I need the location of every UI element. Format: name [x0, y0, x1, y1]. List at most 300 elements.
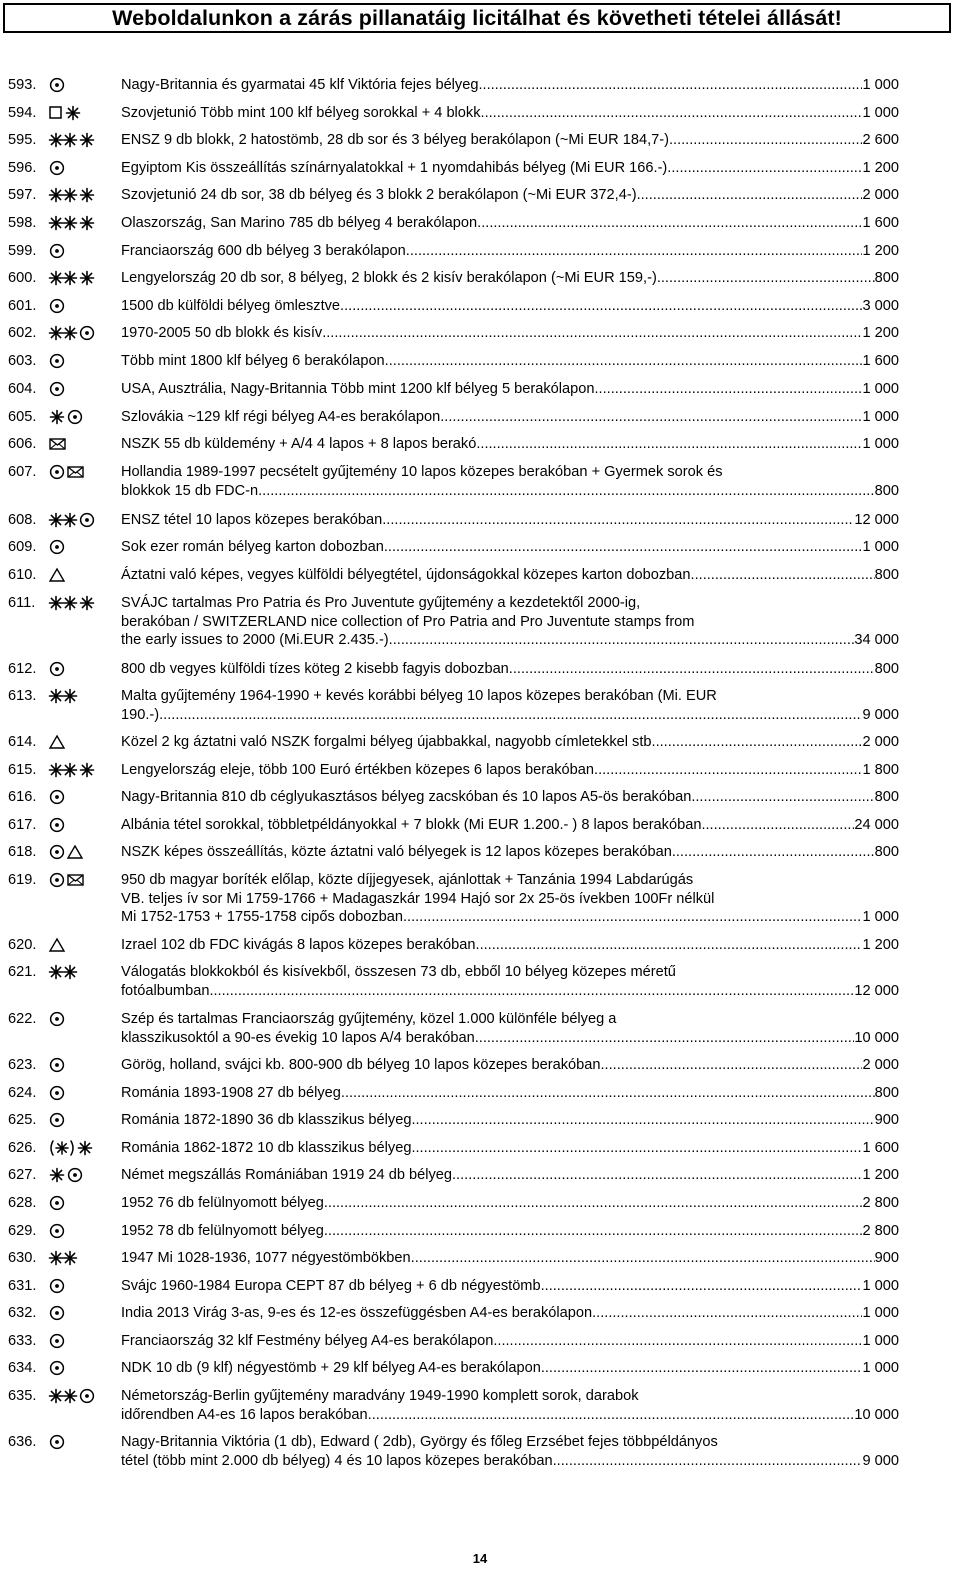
- description-line: Szovjetunió 24 db sor, 38 db bélyeg és 3 blokk 2 berakólapon (~Mi EUR 372,4-): [121, 187, 637, 203]
- stamped-icon: [48, 817, 66, 833]
- dot-leader: [509, 660, 875, 679]
- lot-description: [121, 566, 899, 585]
- lot-description: [121, 1359, 899, 1378]
- dot-leader: [452, 1166, 862, 1185]
- lot-price: 800: [874, 482, 899, 499]
- description-line: 1500 db külföldi bélyeg ömlesztve: [121, 298, 341, 314]
- lot-number: 595.: [8, 132, 37, 148]
- stamped-icon: [48, 844, 66, 860]
- triangle-icon: [66, 844, 84, 860]
- dot-leader: [594, 761, 862, 780]
- lot-description: [121, 1304, 899, 1323]
- lot-description: [121, 1433, 899, 1470]
- stamped-icon: [78, 325, 96, 341]
- double-star-icon: [48, 595, 78, 611]
- condition-icons: [48, 843, 116, 861]
- lot-price: 2 000: [862, 1057, 899, 1073]
- dot-leader: [594, 380, 862, 399]
- condition-icons: [48, 269, 116, 287]
- description-line: NSZK 55 db küldemény + A/4 4 lapos + 8 lapos berakó: [121, 436, 477, 452]
- stamped-icon: [48, 872, 66, 888]
- single-star-icon: [78, 187, 96, 203]
- lot-description: [121, 408, 899, 427]
- lot-number: 610.: [8, 567, 37, 583]
- dot-leader: [258, 482, 875, 501]
- lot-number: 628.: [8, 1195, 37, 1211]
- lot-number: 614.: [8, 734, 37, 750]
- double-star-icon: [48, 132, 78, 148]
- double-star-icon: [48, 1250, 78, 1266]
- description-line: ENSZ 9 db blokk, 2 hatostömb, 28 db sor és 3 bélyeg berakólapon (~Mi EUR 184,7-): [121, 132, 669, 148]
- paren-star-icon: [48, 1140, 76, 1156]
- envelope-icon: [66, 464, 86, 480]
- dot-leader: [385, 352, 863, 371]
- description-line: Németország-Berlin gyűjtemény maradvány 1949-1990 komplett sorok, darabok: [121, 1388, 639, 1404]
- double-star-icon: [48, 325, 78, 341]
- lot-price: 800: [874, 789, 899, 805]
- condition-icons: [48, 788, 116, 806]
- description-line: Válogatás blokkokból és kisívekből, összesen 73 db, ebből 10 bélyeg közepes méretű: [121, 964, 676, 980]
- description-line: Franciaország 32 klf Festmény bélyeg A4-es berakólapon: [121, 1333, 494, 1349]
- lot-price: 800: [874, 1085, 899, 1101]
- lot-number: 604.: [8, 381, 37, 397]
- single-star-icon: [78, 762, 96, 778]
- condition-icons: [48, 1433, 116, 1451]
- lot-description: [121, 1387, 899, 1424]
- condition-icons: [48, 936, 116, 954]
- lot-price: 1 000: [862, 1305, 899, 1321]
- single-star-icon: [78, 270, 96, 286]
- lot-description: [121, 186, 899, 205]
- condition-icons: [48, 687, 116, 705]
- description-line: 950 db magyar boríték előlap, közte díjjegyesek, ajánlottak + Tanzánia 1994 Labdarúgás: [121, 872, 694, 888]
- lot-number: 635.: [8, 1388, 37, 1404]
- lot-description: [121, 1139, 899, 1158]
- stamped-icon: [48, 539, 66, 555]
- double-star-icon: [48, 215, 78, 231]
- dot-leader: [592, 1304, 862, 1323]
- condition-icons: [48, 1277, 116, 1295]
- condition-icons: [48, 435, 116, 453]
- lot-price: 10 000: [854, 1029, 899, 1046]
- condition-icons: [48, 511, 116, 529]
- lot-number: 624.: [8, 1085, 37, 1101]
- lot-price: 900: [874, 1250, 899, 1266]
- dot-leader: [322, 324, 862, 343]
- description-line: Franciaország 600 db bélyeg 3 berakólapon: [121, 243, 406, 259]
- description-line: időrendben A4-es 16 lapos berakóban: [121, 1406, 368, 1423]
- stamped-icon: [48, 1305, 66, 1321]
- stamped-icon: [48, 353, 66, 369]
- lot-price: 1 200: [862, 1167, 899, 1183]
- dot-leader: [411, 1139, 862, 1158]
- dot-leader: [477, 214, 862, 233]
- lot-price: 1 600: [862, 353, 899, 369]
- lot-price: 800: [874, 844, 899, 860]
- lot-price: 1 000: [862, 381, 899, 397]
- single-star-icon: [64, 105, 82, 121]
- lot-number: 597.: [8, 187, 37, 203]
- lot-price: 12 000: [854, 512, 899, 528]
- lot-number: 632.: [8, 1305, 37, 1321]
- dot-leader: [691, 788, 874, 807]
- condition-icons: [48, 1056, 116, 1074]
- lot-price: 1 000: [862, 539, 899, 555]
- stamped-icon: [66, 409, 84, 425]
- lot-number: 596.: [8, 160, 37, 176]
- lot-number: 609.: [8, 539, 37, 555]
- double-star-icon: [48, 964, 78, 980]
- lot-number: 599.: [8, 243, 37, 259]
- description-line: Románia 1862-1872 10 db klasszikus bélyeg: [121, 1140, 412, 1156]
- condition-icons: [48, 352, 116, 370]
- lot-description: [121, 242, 899, 261]
- lot-description: [121, 871, 899, 927]
- dot-leader: [637, 186, 863, 205]
- description-line: VB. teljes ív sor Mi 1759-1766 + Madagaszkár 1994 Hajó sor 2x 25-ös ívekben 100Fr nélkül: [121, 890, 715, 907]
- condition-icons: [48, 324, 116, 342]
- condition-icons: [48, 186, 116, 204]
- condition-icons: [48, 594, 116, 612]
- stamped-icon: [48, 1057, 66, 1073]
- condition-icons: [48, 1166, 116, 1184]
- condition-icons: [48, 104, 116, 122]
- lot-number: 627.: [8, 1167, 37, 1183]
- stamped-icon: [48, 298, 66, 314]
- lot-price: 24 000: [854, 817, 899, 833]
- lot-number: 617.: [8, 817, 37, 833]
- lot-price: 3 000: [862, 298, 899, 314]
- lot-description: [121, 1084, 899, 1103]
- stamped-icon: [66, 1167, 84, 1183]
- condition-icons: [48, 463, 116, 481]
- description-line: Olaszország, San Marino 785 db bélyeg 4 berakólapon: [121, 215, 478, 231]
- dot-leader: [701, 816, 854, 835]
- description-line: Szovjetunió Több mint 100 klf bélyeg sorokkal + 4 blokk: [121, 105, 481, 121]
- description-line: Románia 1872-1890 36 db klasszikus bélyeg: [121, 1112, 412, 1128]
- double-star-icon: [48, 688, 78, 704]
- condition-icons: [48, 1194, 116, 1212]
- dot-leader: [476, 435, 862, 454]
- description-line: Mi 1752-1753 + 1755-1758 cipős dobozban: [121, 909, 403, 925]
- double-star-icon: [48, 187, 78, 203]
- lot-description: [121, 1010, 899, 1047]
- dot-leader: [691, 566, 875, 585]
- condition-icons: [48, 242, 116, 260]
- double-star-icon: [48, 270, 78, 286]
- lot-description: [121, 788, 899, 807]
- lot-number: 631.: [8, 1278, 37, 1294]
- triangle-icon: [48, 937, 66, 953]
- stamped-icon: [48, 1011, 66, 1027]
- dot-leader: [667, 159, 862, 178]
- lot-description: [121, 1194, 899, 1213]
- double-star-icon: [48, 762, 78, 778]
- lot-description: [121, 104, 899, 123]
- description-line: Malta gyűjtemény 1964-1990 + kevés korábbi bélyeg 10 lapos közepes berakóban (Mi. EUR: [121, 688, 717, 704]
- condition-icons: [48, 660, 116, 678]
- lot-description: [121, 1222, 899, 1241]
- lot-number: 598.: [8, 215, 37, 231]
- condition-icons: [48, 1332, 116, 1350]
- description-line: Szlovákia ~129 klf régi bélyeg A4-es berakólapon: [121, 409, 441, 425]
- description-line: Sok ezer román bélyeg karton dobozban: [121, 539, 384, 555]
- description-line: ENSZ tétel 10 lapos közepes berakóban: [121, 512, 383, 528]
- description-line: Német megszállás Romániában 1919 24 db bélyeg: [121, 1167, 452, 1183]
- description-line: Több mint 1800 klf bélyeg 6 berakólapon: [121, 353, 385, 369]
- dot-leader: [403, 908, 863, 927]
- lot-number: 608.: [8, 512, 37, 528]
- lot-price: 2 000: [862, 187, 899, 203]
- lot-number: 602.: [8, 325, 37, 341]
- stamped-icon: [78, 1388, 96, 1404]
- description-line: klasszikusoktól a 90-es évekig 10 lapos A/4 berakóban: [121, 1029, 475, 1046]
- condition-icons: [48, 816, 116, 834]
- dot-leader: [411, 1111, 874, 1130]
- description-line: fotóalbumban: [121, 982, 210, 999]
- lot-description: [121, 594, 899, 650]
- lot-price: 2 600: [862, 132, 899, 148]
- lot-number: 593.: [8, 77, 37, 93]
- lot-price: 12 000: [854, 982, 899, 999]
- dot-leader: [340, 297, 862, 316]
- stamped-icon: [48, 381, 66, 397]
- description-line: SVÁJC tartalmas Pro Patria és Pro Juventute gyűjtemény a kezdetektől 2000-ig,: [121, 595, 641, 611]
- description-line: NDK 10 db (9 klf) négyestömb + 29 klf bélyeg A4-es berakólapon: [121, 1360, 541, 1376]
- dot-leader: [481, 104, 863, 123]
- lot-description: [121, 843, 899, 862]
- description-line: Nagy-Britannia Viktória (1 db), Edward ( 2db), György és főleg Erzsébet fejes többpéldányos: [121, 1434, 718, 1450]
- condition-icons: [48, 1359, 116, 1377]
- dot-leader: [553, 1452, 863, 1471]
- lot-description: [121, 297, 899, 316]
- description-line: the early issues to 2000 (Mi.EUR 2.435.-): [121, 632, 389, 648]
- lot-price: 34 000: [854, 632, 899, 648]
- stamped-icon: [48, 1223, 66, 1239]
- lot-number: 636.: [8, 1434, 37, 1450]
- condition-icons: [48, 1304, 116, 1322]
- square-icon: [48, 105, 64, 121]
- lot-price: 1 000: [862, 1360, 899, 1376]
- lot-description: [121, 1249, 899, 1268]
- lot-price: 1 000: [862, 105, 899, 121]
- dot-leader: [384, 538, 863, 557]
- description-line: Albánia tétel sorokkal, többletpéldányokkal + 7 blokk (Mi EUR 1.200.- ) 8 lapos berakóban: [121, 817, 702, 833]
- lot-number: 619.: [8, 872, 37, 888]
- condition-icons: [48, 408, 116, 426]
- lot-description: [121, 936, 899, 955]
- single-star-icon: [78, 132, 96, 148]
- stamped-icon: [48, 1278, 66, 1294]
- lot-description: [121, 380, 899, 399]
- condition-icons: [48, 214, 116, 232]
- lot-price: 1 600: [862, 1140, 899, 1156]
- lot-description: [121, 269, 899, 288]
- lot-description: [121, 159, 899, 178]
- dot-leader: [476, 936, 863, 955]
- description-line: Áztatni való képes, vegyes külföldi bélyegtétel, újdonságokkal közepes karton dobozban: [121, 567, 691, 583]
- description-line: blokkok 15 db FDC-n: [121, 482, 259, 499]
- single-star-icon: [76, 1140, 94, 1156]
- description-line: Hollandia 1989-1997 pecsételt gyűjtemény 10 lapos közepes berakóban + Gyermek sorok és: [121, 464, 723, 480]
- dot-leader: [324, 1194, 863, 1213]
- lot-description: [121, 76, 899, 95]
- lot-price: 1 000: [862, 409, 899, 425]
- dot-leader: [324, 1222, 863, 1241]
- lot-price: 1 000: [862, 436, 899, 452]
- stamped-icon: [48, 1112, 66, 1128]
- lot-number: 620.: [8, 937, 37, 953]
- lot-price: 9 000: [862, 1452, 899, 1469]
- triangle-icon: [48, 567, 66, 583]
- lot-price: 1 000: [862, 1278, 899, 1294]
- single-star-icon: [48, 1167, 66, 1183]
- stamped-icon: [48, 77, 66, 93]
- dot-leader: [601, 1056, 863, 1075]
- lot-price: 1 800: [862, 762, 899, 778]
- lot-price: 1 000: [862, 909, 899, 925]
- triangle-icon: [48, 734, 66, 750]
- dot-leader: [478, 76, 862, 95]
- dot-leader: [656, 733, 863, 752]
- condition-icons: [48, 761, 116, 779]
- description-line: 190.-): [121, 706, 160, 723]
- description-line: 1952 78 db felülnyomott bélyeg: [121, 1223, 324, 1239]
- page-number: 14: [472, 1551, 488, 1566]
- description-line: Svájc 1960-1984 Europa CEPT 87 db bélyeg + 6 db négyestömb: [121, 1278, 541, 1294]
- description-line: tétel (több mint 2.000 db bélyeg) 4 és 10 lapos közepes berakóban: [121, 1452, 553, 1469]
- lot-price: 1 200: [862, 160, 899, 176]
- lot-number: 630.: [8, 1250, 37, 1266]
- lot-number: 623.: [8, 1057, 37, 1073]
- single-star-icon: [78, 595, 96, 611]
- lot-number: 626.: [8, 1140, 37, 1156]
- description-line: Közel 2 kg áztatni való NSZK forgalmi bélyeg újabbakkal, nagyobb címletekkel stb.: [121, 734, 656, 750]
- lot-number: 634.: [8, 1360, 37, 1376]
- lot-description: [121, 214, 899, 233]
- lot-price: 800: [874, 567, 899, 583]
- lot-price: 900: [874, 1112, 899, 1128]
- envelope-icon: [48, 436, 68, 452]
- lot-description: [121, 131, 899, 150]
- condition-icons: [48, 1010, 116, 1028]
- dot-leader: [159, 706, 862, 725]
- single-star-icon: [48, 409, 66, 425]
- lot-number: 613.: [8, 688, 37, 704]
- lot-number: 600.: [8, 270, 37, 286]
- condition-icons: [48, 159, 116, 177]
- dot-leader: [541, 1359, 863, 1378]
- description-line: Szép és tartalmas Franciaország gyűjtemény, közel 1.000 különféle bélyeg a: [121, 1011, 617, 1027]
- condition-icons: [48, 1222, 116, 1240]
- lot-price: 2 000: [862, 734, 899, 750]
- lot-number: 601.: [8, 298, 37, 314]
- lot-number: 603.: [8, 353, 37, 369]
- dot-leader: [541, 1277, 863, 1296]
- stamped-icon: [78, 512, 96, 528]
- condition-icons: [48, 76, 116, 94]
- dot-leader: [382, 511, 854, 530]
- lot-number: 594.: [8, 105, 37, 121]
- condition-icons: [48, 566, 116, 584]
- lot-number: 625.: [8, 1112, 37, 1128]
- stamped-icon: [48, 160, 66, 176]
- condition-icons: [48, 1249, 116, 1267]
- lot-description: [121, 963, 899, 1000]
- single-star-icon: [78, 215, 96, 231]
- lot-description: [121, 463, 899, 500]
- dot-leader: [475, 1029, 855, 1048]
- lot-description: [121, 511, 899, 530]
- lot-number: 618.: [8, 844, 37, 860]
- lot-number: 611.: [8, 595, 36, 611]
- lot-price: 800: [874, 270, 899, 286]
- condition-icons: [48, 1387, 116, 1405]
- lot-price: 2 800: [862, 1195, 899, 1211]
- lot-price: 1 200: [862, 243, 899, 259]
- condition-icons: [48, 733, 116, 751]
- dot-leader: [440, 408, 862, 427]
- stamped-icon: [48, 464, 66, 480]
- description-line: Románia 1893-1908 27 db bélyeg: [121, 1085, 341, 1101]
- lot-price: 1 600: [862, 215, 899, 231]
- dot-leader: [209, 982, 854, 1001]
- lot-number: 621.: [8, 964, 37, 980]
- lot-price: 1 000: [862, 1333, 899, 1349]
- description-line: India 2013 Virág 3-as, 9-es és 12-es összefüggésben A4-es berakólapon: [121, 1305, 593, 1321]
- description-line: Lengyelország eleje, több 100 Euró értékben közepes 6 lapos berakóban: [121, 762, 595, 778]
- lot-description: [121, 660, 899, 679]
- description-line: Egyiptom Kis összeállítás színárnyalatokkal + 1 nyomdahibás bélyeg (Mi EUR 166.-): [121, 160, 668, 176]
- lot-number: 633.: [8, 1333, 37, 1349]
- lot-description: [121, 1332, 899, 1351]
- stamped-icon: [48, 1333, 66, 1349]
- dot-leader: [406, 242, 863, 261]
- double-star-icon: [48, 1388, 78, 1404]
- dot-leader: [368, 1406, 855, 1425]
- lot-number: 615.: [8, 762, 37, 778]
- description-line: USA, Ausztrália, Nagy-Britannia Több mint 1200 klf bélyeg 5 berakólapon: [121, 381, 595, 397]
- description-line: NSZK képes összeállítás, közte áztatni való bélyegek is 12 lapos közepes berakóban: [121, 844, 672, 860]
- condition-icons: [48, 1139, 116, 1157]
- double-star-icon: [48, 512, 78, 528]
- stamped-icon: [48, 1434, 66, 1450]
- condition-icons: [48, 1084, 116, 1102]
- dot-leader: [389, 631, 855, 650]
- dot-leader: [341, 1084, 875, 1103]
- stamped-icon: [48, 1195, 66, 1211]
- description-line: 1947 Mi 1028-1936, 1077 négyestömbökben: [121, 1250, 411, 1266]
- description-line: Lengyelország 20 db sor, 8 bélyeg, 2 blokk és 2 kisív berakólapon (~Mi EUR 159,-): [121, 270, 657, 286]
- description-line: 1952 76 db felülnyomott bélyeg: [121, 1195, 324, 1211]
- lot-description: [121, 1166, 899, 1185]
- description-line: berakóban / SWITZERLAND nice collection of Pro Patria and Pro Juventute stamps from: [121, 613, 695, 630]
- lot-number: 605.: [8, 409, 37, 425]
- description-line: Nagy-Britannia 810 db céglyukasztásos bélyeg zacskóban és 10 lapos A5-ös berakóban: [121, 789, 692, 805]
- stamped-icon: [48, 661, 66, 677]
- stamped-icon: [48, 789, 66, 805]
- condition-icons: [48, 963, 116, 981]
- description-line: 800 db vegyes külföldi tízes köteg 2 kisebb fagyis dobozban: [121, 661, 509, 677]
- dot-leader: [657, 269, 875, 288]
- condition-icons: [48, 297, 116, 315]
- condition-icons: [48, 380, 116, 398]
- lot-number: 612.: [8, 661, 37, 677]
- dot-leader: [493, 1332, 862, 1351]
- lot-description: [121, 538, 899, 557]
- lot-number: 606.: [8, 436, 37, 452]
- lot-number: 607.: [8, 464, 37, 480]
